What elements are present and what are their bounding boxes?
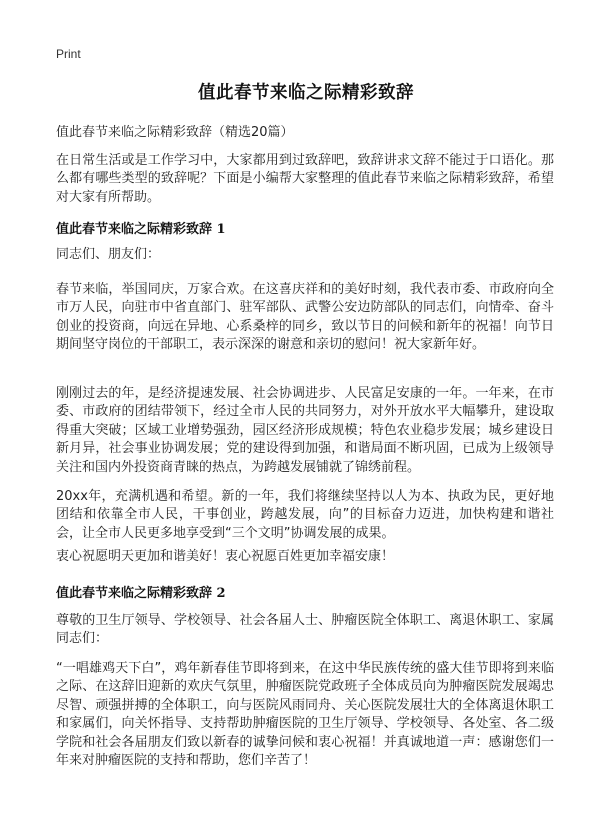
section-1-paragraph: 刚刚过去的年，是经济提速发展、社会协调进步、人民富足安康的一年。一年来，在市委、市政府的团结带领下，经过全市人民的共同努力，对外开放水平大幅攀升，建设取得重大突破；区域工业增势强劲，园区经济形成规模；特色农业稳步发展；城乡建设日新月异，社会事业协调发展；党的建设得到加强，和谐局面不断巩固，已成为上级领导关注和国内外投资商青睐的热点，为跨越发展铺就了锦绣前程。 [56, 386, 554, 475]
document-subtitle: 值此春节来临之际精彩致辞（精选20篇） [56, 125, 294, 140]
section-heading-2: 值此春节来临之际精彩致辞 2 [56, 586, 226, 601]
section-2-paragraph: “一唱雄鸡天下白”，鸡年新春佳节即将到来，在这中华民族传统的盛大佳节即将到来临之际、在这辞旧迎新的欢庆气氛里，肿瘤医院党政班子全体成员向为肿瘤医院发展竭忠尽智、顽强拼搏的全体职工，向与医院风雨同舟、关心医院发展壮大的全体离退休职工和家属们，向关怀指导、支持帮助肿瘤医院的卫生厅领导、学校领导、各处室、各二级学院和社会各届朋友们致以新春的诚挚问候和衷心祝福！并真诚地道一声：感谢您们一年来对肿瘤医院的支持和帮助，您们辛苦了！ [56, 661, 554, 769]
page-title: 值此春节来临之际精彩致辞 [198, 83, 414, 103]
intro-paragraph: 在日常生活或是工作学习中，大家都用到过致辞吧，致辞讲求文辞不能过于口语化。那么都有哪些类型的致辞呢？下面是小编帮大家整理的值此春节来临之际精彩致辞，希望对大家有所帮助。 [56, 153, 554, 205]
print-label: Print [56, 47, 81, 61]
section-2-greeting: 尊敬的卫生厅领导、学校领导、社会各届人士、肿瘤医院全体职工、离退休职工、家属同志们： [56, 613, 554, 647]
section-1-paragraph: 春节来临，举国同庆，万家合欢。在这喜庆祥和的美好时刻，我代表市委、市政府向全市万人民，向驻市中省直部门、驻军部队、武警公安边防部队的同志们，向情牵、奋斗创业的投资商，向远在异地、心系桑梓的同乡，致以节日的问候和新年的祝福！向节日期间坚守岗位的干部职工，表示深深的谢意和亲切的慰问！祝大家新年好。 [56, 282, 554, 353]
section-1-paragraph: 20xx年，充满机遇和希望。新的一年，我们将继续坚持以人为本、执政为民，更好地团结和依靠全市人民，干事创业，跨越发展，向”的目标奋力迈进，加快构建和谐社会，让全市人民更多地享受到“三个文明”协调发展的成果。 [56, 489, 554, 541]
section-heading-1: 值此春节来临之际精彩致辞 1 [56, 222, 226, 237]
section-1-paragraph: 衷心祝愿明天更加和谐美好！衷心祝愿百姓更加幸福安康！ [56, 549, 395, 564]
section-1-greeting: 同志们、朋友们： [56, 247, 161, 262]
